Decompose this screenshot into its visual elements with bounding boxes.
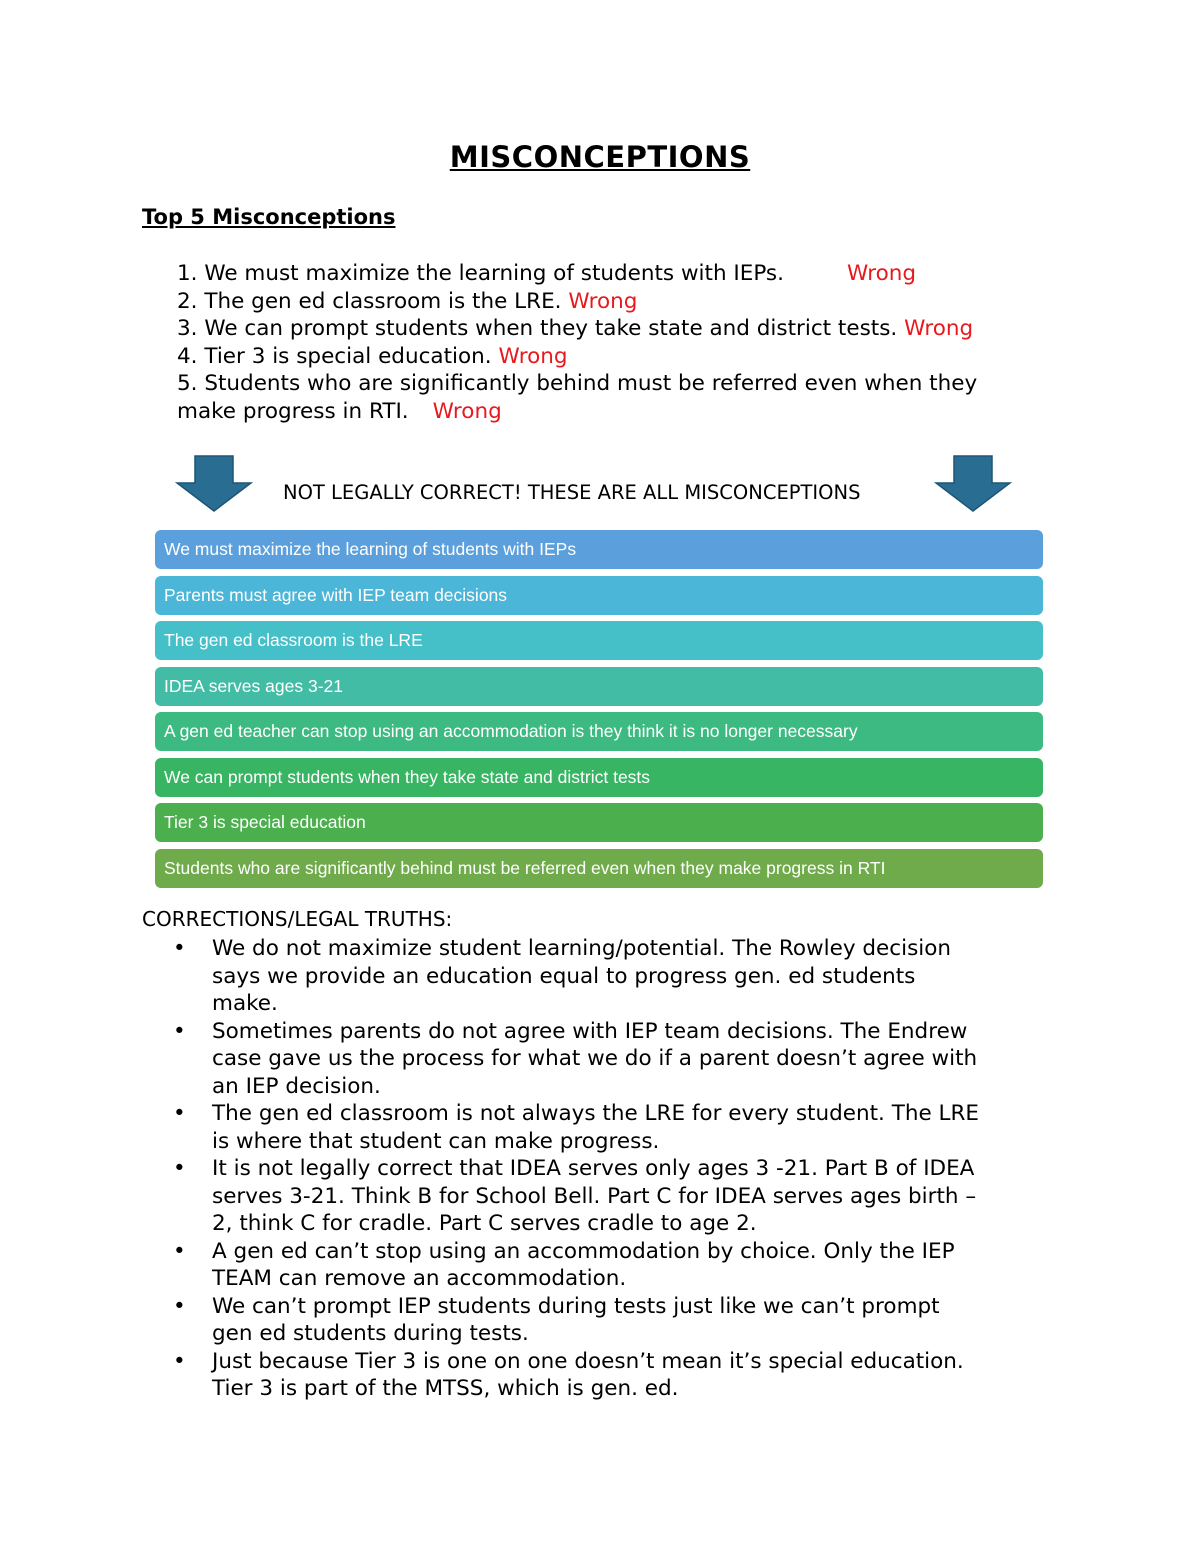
wrong-label: Wrong [904,316,974,341]
correction-line: TEAM can remove an accommodation. [212,1266,627,1291]
correction-item [173,1348,1082,1403]
correction-item [173,1238,1082,1293]
correction-item [173,935,1082,1018]
misconception-text-continued: make progress in RTI. [177,398,409,424]
correction-line: an IEP decision. [212,1073,381,1099]
misconception-item [177,260,1077,288]
misconception-bar: We must maximize the learning of students with IEPs [155,530,1043,569]
misconception-item [177,288,1077,316]
corrections-heading: CORRECTIONS/LEGAL TRUTHS: [142,907,453,931]
bullet-icon: • [173,1238,186,1264]
correction-line: It is not legally correct that IDEA serves only ages 3 -21. Part B of IDEA [212,1156,975,1181]
misconception-text: 1. We must maximize the learning of students with IEPs. [177,261,784,286]
bullet-icon: • [173,1018,186,1044]
correction-line: says we provide an education equal to progress gen. ed students [212,963,916,989]
misconception-bar: Tier 3 is special education [155,803,1043,842]
correction-line: A gen ed can’t stop using an accommodation by choice. Only the IEP [212,1238,955,1264]
wrong-label: Wrong [568,288,638,314]
correction-item [173,1155,1082,1238]
misconception-bar: Students who are significantly behind must be referred even when they make progress in RTI [155,849,1043,888]
misconception-text: 5. Students who are significantly behind must be referred even when they [177,371,978,396]
bullet-icon: • [173,936,186,961]
correction-item [173,1100,1082,1155]
misconception-item [177,315,1077,343]
section-heading-top5: Top 5 Misconceptions [142,205,396,229]
misconception-text: 3. We can prompt students when they take state and district tests. [177,316,898,341]
bullet-icon: • [173,1293,186,1319]
correction-line: make. [212,991,278,1016]
correction-item [173,1018,1082,1101]
correction-item [173,1293,1082,1348]
correction-line: is where that student can make progress. [212,1128,660,1154]
correction-line: gen ed students during tests. [212,1321,529,1346]
wrong-label: Wrong [846,261,917,286]
correction-line: Just because Tier 3 is one on one doesn’t mean it’s special education. [212,1348,964,1374]
page-title: MISCONCEPTIONS [449,140,751,174]
correction-line: We can’t prompt IEP students during tests just like we can’t prompt [212,1293,940,1319]
bullet-icon: • [173,1348,186,1374]
correction-line: We do not maximize student learning/potential. The Rowley decision [212,936,952,961]
correction-line: case gave us the process for what we do if a parent doesn’t agree with [212,1046,978,1071]
misconception-bar: The gen ed classroom is the LRE [155,621,1043,660]
misconceptions-list [177,260,1077,425]
misconception-text: 4. Tier 3 is special education. [177,343,492,369]
misconception-item [177,370,1077,425]
misconception-bar: Parents must agree with IEP team decisions [155,576,1043,615]
corrections-list [173,935,1082,1403]
correction-line: 2, think C for cradle. Part C serves cradle to age 2. [212,1211,757,1236]
misconception-bar: IDEA serves ages 3-21 [155,667,1043,706]
wrong-label: Wrong [498,343,568,369]
banner-text: NOT LEGALLY CORRECT! THESE ARE ALL MISCONCEPTIONS [283,481,861,504]
correction-line: Tier 3 is part of the MTSS, which is gen. ed. [212,1376,679,1401]
arrow-down-icon [934,455,1012,513]
wrong-label: Wrong [432,398,502,424]
correction-line: serves 3-21. Think B for School Bell. Part C for IDEA serves ages birth – [212,1183,977,1209]
correction-line: Sometimes parents do not agree with IEP team decisions. The Endrew [212,1018,968,1044]
correction-line: The gen ed classroom is not always the LRE for every student. The LRE [212,1101,980,1126]
misconception-text: 2. The gen ed classroom is the LRE. [177,288,562,314]
arrow-down-icon [175,455,253,513]
bullet-icon: • [173,1101,186,1126]
misconception-bar: We can prompt students when they take state and district tests [155,758,1043,797]
misconceptions-diagram [155,530,1043,894]
misconception-bar: A gen ed teacher can stop using an accommodation is they think it is no longer necessary [155,712,1043,751]
misconception-item [177,343,1077,371]
bullet-icon: • [173,1156,186,1181]
